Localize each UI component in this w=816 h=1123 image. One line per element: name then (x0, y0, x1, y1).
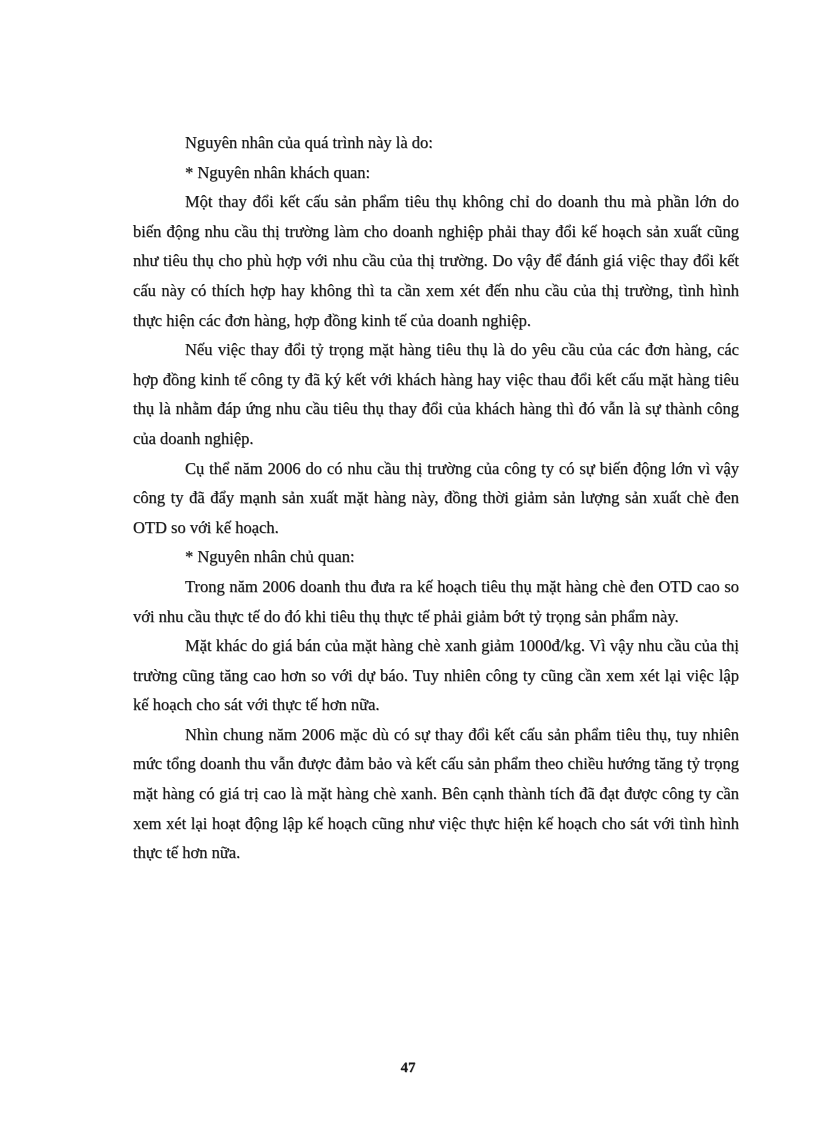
document-page (133, 128, 739, 868)
paragraph-cause-intro: Nguyên nhân của quá trình này là do: (185, 133, 433, 152)
page-number: 47 (400, 1060, 416, 1076)
heading-objective-causes: * Nguyên nhân khách quan: (185, 162, 371, 182)
paragraph-green-tea-price: Mặt khác do giá bán của mặt hàng chè xanh giảm 1000đ/kg. Vì vậy nhu cầu của thị trường cũng tăng cao hơn so với dự báo. Tuy nhiên công ty cũng cần xem xét lại việc lập kế hoạch cho sát với thực tế hơn nữa. (133, 636, 739, 715)
paragraph-conclusion: Nhìn chung năm 2006 mặc dù có sự thay đổi kết cấu sản phẩm tiêu thụ, tuy nhiên mức tổng doanh thu vẫn được đảm bảo và kết cấu sản phẩm theo chiều hướng tăng tỷ trọng mặt hàng có giá trị cao là mặt hàng chè xanh. Bên cạnh thành tích đã đạt được công ty cần xem xét lại hoạt động lập kế hoạch cũng như việc thực hiện kế hoạch cho sát với tình hình thực tế hơn nữa. (133, 724, 739, 863)
paragraph-otd-plan: Trong năm 2006 doanh thu đưa ra kế hoạch tiêu thụ mặt hàng chè đen OTD cao so với nhu cầu thực tế do đó khi tiêu thụ thực tế phải giảm bớt tỷ trọng sản phẩm này. (133, 576, 739, 626)
heading-subjective-causes: * Nguyên nhân chủ quan: (185, 547, 355, 567)
paragraph-order-contracts: Nếu việc thay đổi tỷ trọng mặt hàng tiêu thụ là do yêu cầu của các đơn hàng, các hợp đồng kinh tế công ty đã ký kết với khách hàng hay việc thau đổi kết cấu mặt hàng tiêu thụ là nhằm đáp ứng nhu cầu tiêu thụ thay đổi của khách hàng thì đó vẫn là sự thành công của doanh nghiệp. (133, 340, 739, 448)
paragraph-2006-example: Cụ thể năm 2006 do có nhu cầu thị trường của công ty có sự biến động lớn vì vậy công ty đã đẩy mạnh sản xuất mặt hàng này, đồng thời giảm sản lượng sản xuất chè đen OTD so với kế hoạch. (133, 458, 739, 537)
paragraph-market-demand: Một thay đổi kết cấu sản phẩm tiêu thụ không chỉ do doanh thu mà phần lớn do biến động nhu cầu thị trường làm cho doanh nghiệp phải thay đổi kế hoạch sản xuất cũng như tiêu thụ cho phù hợp với nhu cầu của thị trường. Do vậy để đánh giá việc thay đổi kết cấu này có thích hợp hay không thì ta cần xem xét đến nhu cầu của thị trường, tình hình thực hiện các đơn hàng, hợp đồng kinh tế của doanh nghiệp. (133, 192, 739, 330)
